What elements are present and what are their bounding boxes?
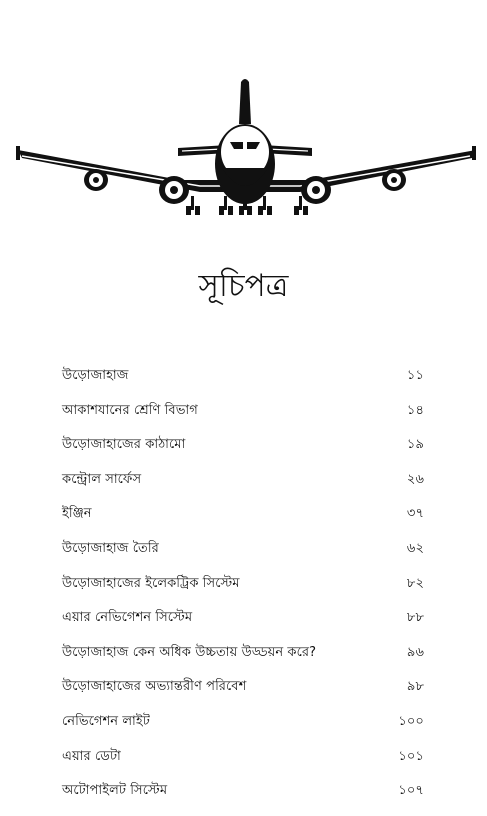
toc-entry-title: আকাশযানের শ্রেণি বিভাগ bbox=[62, 402, 198, 418]
toc-entry-title: ইঞ্জিন bbox=[62, 506, 92, 522]
toc-entry-page: ৬২ bbox=[406, 540, 424, 556]
toc-entry-title: অটোপাইলট সিস্টেম bbox=[62, 783, 168, 799]
toc-entry-page: ১০০ bbox=[398, 713, 424, 729]
page-title: সূচিপত্র bbox=[198, 268, 289, 304]
toc-entry bbox=[62, 435, 424, 470]
toc-entry-page: ৮২ bbox=[406, 575, 424, 591]
toc-entry-page: ৯৬ bbox=[406, 644, 424, 660]
toc-entry bbox=[62, 677, 424, 712]
toc-entry-page: ২৬ bbox=[406, 471, 424, 487]
toc-entry bbox=[62, 574, 424, 609]
toc-entry bbox=[62, 470, 424, 505]
toc-entry-title: উড়োজাহাজ তৈরি bbox=[62, 540, 159, 556]
toc-entry bbox=[62, 643, 424, 678]
airplane-icon bbox=[10, 72, 480, 222]
toc-entry-title: উড়োজাহাজের ইলেকট্রিক সিস্টেম bbox=[62, 575, 240, 591]
toc-entry bbox=[62, 781, 424, 816]
toc-entry bbox=[62, 539, 424, 574]
toc-entry bbox=[62, 712, 424, 747]
toc-entry bbox=[62, 401, 424, 436]
toc-entry-page: ৮৮ bbox=[406, 610, 424, 626]
toc-entry-title: কন্ট্রোল সার্ফেস bbox=[62, 471, 142, 487]
toc-entry-page: ৩৭ bbox=[406, 506, 424, 522]
toc-entry bbox=[62, 366, 424, 401]
toc-entry-title: উড়োজাহাজ bbox=[62, 368, 129, 383]
toc-entry-page: ৯৮ bbox=[406, 679, 424, 695]
toc-entry-title: উড়োজাহাজের অভ্যান্তরীণ পরিবেশ bbox=[62, 679, 247, 695]
toc-entry bbox=[62, 747, 424, 782]
toc-entry-title: উড়োজাহাজের কাঠামো bbox=[62, 437, 186, 453]
toc-entry-page: ১০১ bbox=[398, 748, 424, 764]
toc-entry-page: ১৪ bbox=[406, 402, 424, 418]
toc-entry-title: এয়ার নেভিগেশন সিস্টেম bbox=[62, 610, 193, 626]
toc-entry-title: উড়োজাহাজ কেন অধিক উচ্চতায় উড্ডয়ন করে? bbox=[62, 644, 317, 660]
toc-entry-title: এয়ার ডেটা bbox=[62, 748, 121, 764]
toc-entry-page: ১১ bbox=[406, 368, 424, 383]
toc-entry-title: নেভিগেশন লাইট bbox=[62, 713, 150, 729]
toc-entry bbox=[62, 608, 424, 643]
airplane-illustration bbox=[10, 72, 480, 222]
toc-entry-page: ১৯ bbox=[406, 437, 424, 453]
toc-entry bbox=[62, 504, 424, 539]
table-of-contents bbox=[62, 366, 424, 816]
toc-entry-page: ১০৭ bbox=[398, 783, 424, 799]
